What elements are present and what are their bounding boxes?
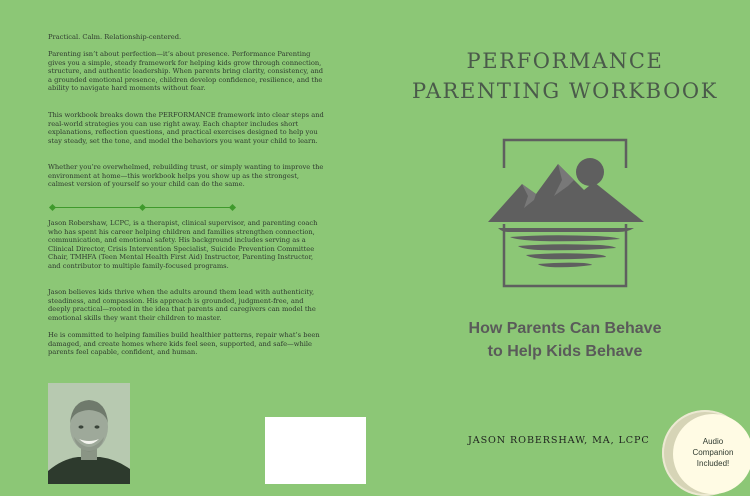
book-title-line-1: PERFORMANCE [466,49,664,73]
back-paragraph-2: This workbook breaks down the PERFORMANCE framework into clear steps and real-world strategies you can use right away. Each chapter includes short explanations, reflection questions, and practical exercises designed to help you stay steady, set the tone, and model the behaviors you want your child to learn. [48,111,324,145]
author-photo [48,383,130,484]
badge-line-3: Included! [696,459,730,468]
badge-line-2: Companion [692,448,734,457]
author-name: JASON ROBERSHAW, MA, LCPC [468,435,650,446]
badge-text [673,436,750,469]
mountain-lake-logo-icon [488,138,644,290]
author-bio-1: Jason Robershaw, LCPC, is a therapist, clinical supervisor, and parenting coach who has spent his career helping children and families strengthen connection, communication, and emotional safety. His background includes serving as a Clinical Director, Crisis Intervention Specialist, Suicide Prevention Committee Chair, TMHFA (Teen Mental Health First Aid) Instructor, Parenting Instructor, and contributor to multiple family-focused programs. [48,219,318,270]
section-divider [50,204,235,210]
author-bio-3: He is committed to helping families build healthier patterns, repair what’s been damaged, and create homes where kids feel seen, supported, and safe—while parents feel capable, confident, and human. [48,331,320,357]
book-subtitle-line-1: How Parents Can Behave [468,320,662,337]
badge-line-1: Audio [702,437,724,446]
book-title-line-2: PARENTING WORKBOOK [411,79,719,103]
back-paragraph-1: Parenting isn’t about perfection—it’s about presence. Performance Parenting gives you a simple, steady framework for helping kids grow through connection, structure, and authentic leadership. When parents bring clarity, consistency, and a grounded emotional presence, children develop confidence, resilience, and the ability to navigate hard moments without fear. [48,50,324,93]
back-tagline: Practical. Calm. Relationship-centered. [48,33,182,41]
book-subtitle-line-2: to Help Kids Behave [487,343,643,360]
author-bio-2: Jason believes kids thrive when the adults around them lead with authenticity, steadiness, and compassion. His approach is grounded, judgment-free, and deeply practical—rooted in the idea that parents and caregivers can model the emotional skills they want their children to master. [48,288,316,322]
back-paragraph-3: Whether you’re overwhelmed, rebuilding trust, or simply wanting to improve the environment at home—this workbook helps you show up as the strongest, calmest version of yourself so your child can do the same. [48,163,324,189]
barcode-area [265,417,366,484]
